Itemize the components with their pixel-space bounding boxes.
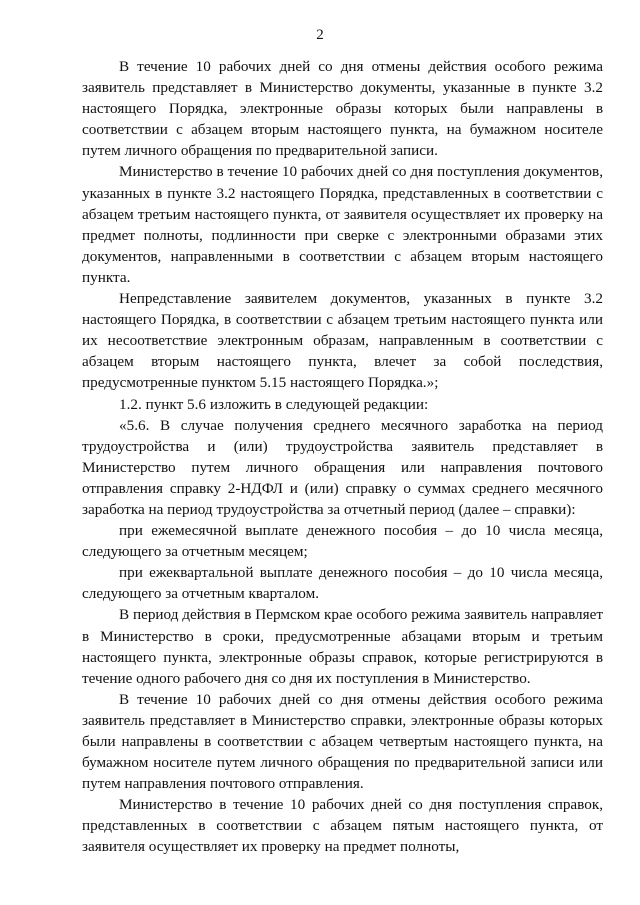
paragraph-2: Министерство в течение 10 рабочих дней со дня поступления документов, указанных в пункте 3.2 настоящего Порядка, представленных в соответствии с абзацем третьим настоящего пункта, от заявителя осуществляет их проверку на предмет полноты, подлинности при сверке с электронными образами этих документов, направленными в соответствии с абзацем вторым настоящего пункта. (82, 163, 603, 286)
paragraph-9: В течение 10 рабочих дней со дня отмены действия особого режима заявитель представляет в Министерство справки, электронные образы которых были направлены в соответствии с абзацем четвертым настоящего пункта, на бумажном носителе путем личного обращения по предварительной записи или путем направления почтового отправления. (82, 690, 603, 793)
paragraph-1: В течение 10 рабочих дней со дня отмены действия особого режима заявитель представляет в Министерство документы, указанные в пункте 3.2 настоящего Порядка, электронные образы которых были направлены в соответствии с абзацем вторым настоящего пункта, на бумажном носителе путем личного обращения по предварительной записи. (82, 58, 603, 160)
paragraph-4: 1.2. пункт 5.6 изложить в следующей редакции: (119, 395, 429, 413)
paragraph-7: при ежеквартальной выплате денежного пособия – до 10 числа месяца, следующего за отчетным кварталом. (82, 564, 603, 603)
paragraph-10: Министерство в течение 10 рабочих дней со дня поступления справок, представленных в соответствии с абзацем пятым настоящего пункта, от заявителя осуществляет их проверку на предмет полноты, (82, 796, 603, 856)
paragraph-6: при ежемесячной выплате денежного пособия – до 10 числа месяца, следующего за отчетным месяцем; (82, 522, 603, 561)
paragraph-5: «5.6. В случае получения среднего месячного заработка на период трудоустройства и (или) трудоустройства заявитель представляет в Министерство путем личного обращения или направления почтового отправления справку 2-НДФЛ и (или) справку о суммах среднего месячного заработка на период трудоустройства за отчетный период (далее – справки): (82, 416, 603, 518)
document-body (82, 56, 603, 858)
paragraph-3: Непредставление заявителем документов, указанных в пункте 3.2 настоящего Порядка, в соответствии с абзацем третьим настоящего пункта или их несоответствие электронным образам, направленным в соответствии с абзацем вторым настоящего пункта, влечет за собой последствия, предусмотренные пунктом 5.15 настоящего Порядка.»; (82, 290, 603, 392)
paragraph-8: В период действия в Пермском крае особого режима заявитель направляет в Министерство в сроки, предусмотренные абзацами вторым и третьим настоящего пункта, электронные образы справок, которые регистрируются в течение одного рабочего дня со дня их поступления в Министерство. (82, 606, 603, 687)
page-number: 2 (316, 27, 324, 43)
